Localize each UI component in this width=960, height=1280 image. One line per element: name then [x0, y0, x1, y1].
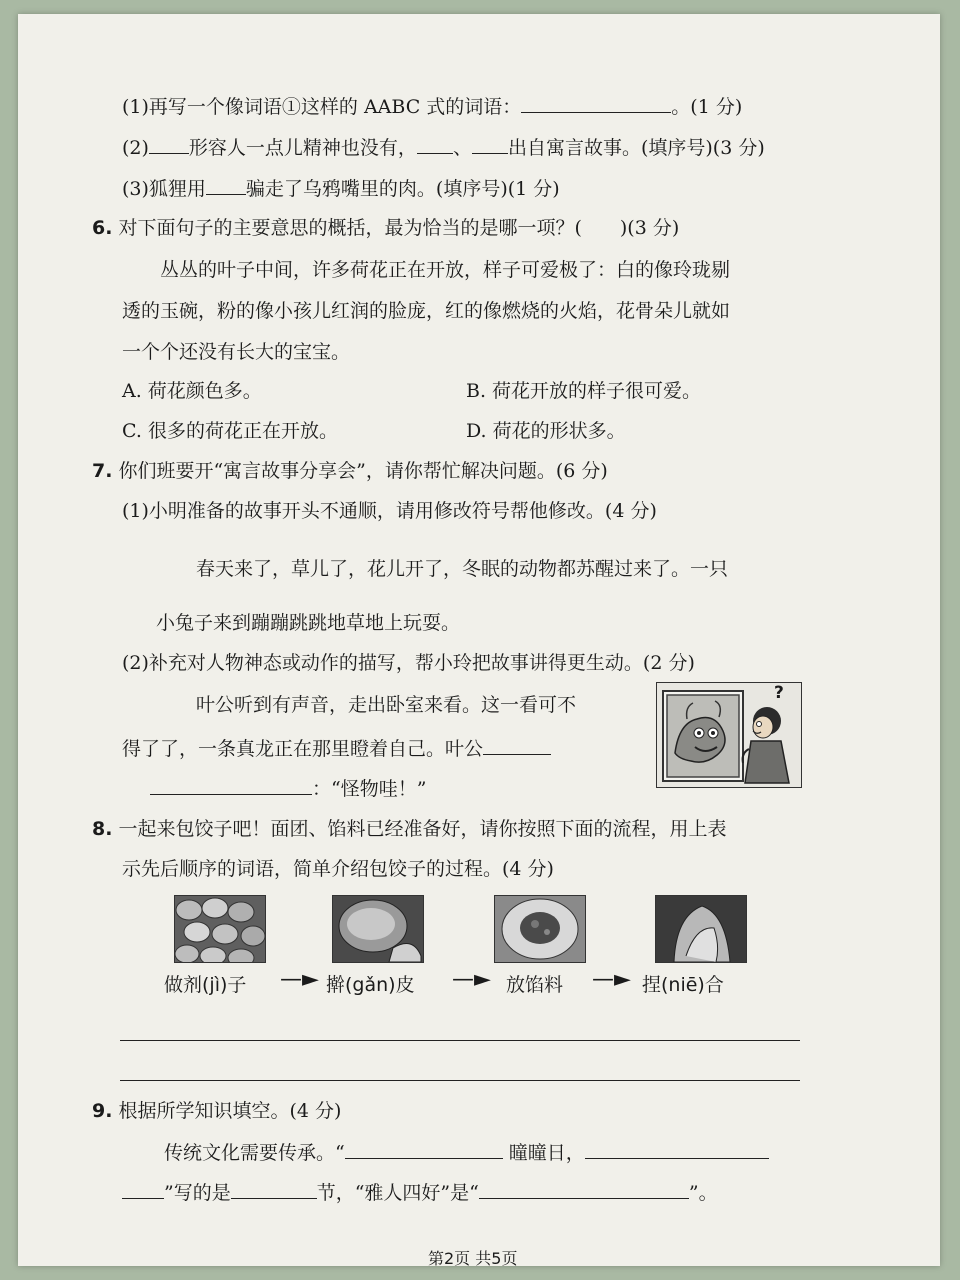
- answer-line[interactable]: [120, 1080, 800, 1081]
- q6-passage-line: 透的玉碗，粉的像小孩儿红润的脸庞，红的像燃烧的火焰，花骨朵儿就如: [122, 300, 731, 322]
- answer-blank[interactable]: [521, 92, 671, 113]
- answer-blank[interactable]: [122, 1178, 164, 1199]
- q7-story-line: 叶公听到有声音，走出卧室来看。这一看可不: [196, 694, 577, 716]
- step-label: 放馅料: [506, 974, 564, 996]
- pinching-photo: [655, 895, 747, 963]
- q5-sub2-label: (2): [122, 137, 149, 159]
- q8-question-text-2: 示先后顺序的词语，简单介绍包饺子的过程。(4 分): [122, 858, 554, 880]
- page-number: 第2页 共5页: [428, 1249, 518, 1268]
- q5-sub1-score: 。(1 分): [671, 96, 743, 118]
- answer-blank[interactable]: [149, 133, 189, 154]
- q7-story-line-3: [150, 774, 426, 802]
- step-label: 捏(niē)合: [642, 974, 724, 996]
- q6-option-a[interactable]: A. 荷花颜色多。: [122, 380, 262, 402]
- q6-passage-line: 一个个还没有长大的宝宝。: [122, 341, 351, 363]
- q9-text: 曈曈日，: [508, 1142, 585, 1164]
- q9-line-2: [122, 1178, 718, 1206]
- answer-line[interactable]: [120, 1040, 800, 1041]
- q9-line-1: [164, 1138, 769, 1166]
- q5-sub1: [122, 92, 742, 120]
- answer-blank[interactable]: [345, 1138, 503, 1159]
- yegong-illustration: [656, 682, 802, 788]
- q7-story-text: 得了了，一条真龙正在那里瞪着自己。叶公: [122, 738, 484, 760]
- answer-blank[interactable]: [483, 734, 551, 755]
- q6-question-text: 对下面句子的主要意思的概括，最为恰当的是哪一项？( )(3 分): [118, 217, 680, 239]
- q5-sub2-end: 出自寓言故事。(填序号)(3 分): [507, 137, 765, 159]
- q5-sub2-sep: 、: [452, 137, 472, 159]
- rolling-wrapper-photo: [332, 895, 424, 963]
- q9-text: 节，“雅人四好”是“: [316, 1182, 479, 1204]
- q7-story-line: 春天来了，草儿了，花儿开了，冬眠的动物都苏醒过来了。一只: [196, 558, 729, 580]
- q9-text: 传统文化需要传承。“: [164, 1142, 345, 1164]
- step-label: 擀(gǎn)皮: [326, 974, 415, 996]
- q7-story-text: ：“怪物哇！”: [312, 778, 427, 800]
- q7-question: [92, 458, 608, 484]
- q7-question-text: 你们班要开“寓言故事分享会”，请你帮忙解决问题。(6 分): [118, 460, 608, 482]
- q6-option-d[interactable]: D. 荷花的形状多。: [466, 420, 626, 442]
- question-number: 9.: [92, 1100, 113, 1122]
- answer-blank[interactable]: [417, 133, 453, 154]
- q5-sub2-text: 形容人一点儿精神也没有，: [188, 137, 417, 159]
- answer-blank[interactable]: [150, 774, 312, 795]
- q9-question-text: 根据所学知识填空。(4 分): [118, 1100, 342, 1122]
- question-number: 8.: [92, 818, 113, 840]
- q6-option-b[interactable]: B. 荷花开放的样子很可爱。: [466, 380, 702, 402]
- q7-sub1: (1)小明准备的故事开头不通顺，请用修改符号帮他修改。(4 分): [122, 500, 657, 522]
- q7-sub2: (2)补充对人物神态或动作的描写，帮小玲把故事讲得更生动。(2 分): [122, 652, 695, 674]
- q5-sub3-end: 骗走了乌鸦嘴里的肉。(填序号)(1 分): [245, 178, 560, 200]
- question-number: 7.: [92, 460, 113, 482]
- answer-blank[interactable]: [585, 1138, 769, 1159]
- q6-question: [92, 215, 679, 241]
- arrow-right-icon: —►: [280, 967, 319, 992]
- question-number: 6.: [92, 217, 113, 239]
- dough-balls-photo: [174, 895, 266, 963]
- answer-blank[interactable]: [479, 1178, 689, 1199]
- q6-passage-line: 丛丛的叶子中间，许多荷花正在开放，样子可爱极了：白的像玲珑剔: [160, 259, 731, 281]
- q7-story-line: 小兔子来到蹦蹦跳跳地草地上玩耍。: [156, 612, 461, 634]
- arrow-right-icon: —►: [452, 967, 491, 992]
- arrow-right-icon: —►: [592, 967, 631, 992]
- q9-text: ”。: [688, 1182, 718, 1204]
- q9-question: [92, 1098, 341, 1124]
- filling-photo: [494, 895, 586, 963]
- q5-sub3-text: (3)狐狸用: [122, 178, 206, 200]
- q8-question: [92, 816, 726, 842]
- q9-text: ”写的是: [164, 1182, 231, 1204]
- answer-blank[interactable]: [472, 133, 508, 154]
- question-mark-icon: ?: [774, 683, 784, 703]
- q5-sub2: [122, 133, 765, 161]
- answer-blank[interactable]: [231, 1178, 317, 1199]
- q5-sub1-text: (1)再写一个像词语①这样的 AABC 式的词语：: [122, 96, 522, 118]
- q7-story-line-2: [122, 734, 551, 762]
- answer-blank[interactable]: [206, 174, 246, 195]
- step-label: 做剂(jì)子: [164, 974, 247, 996]
- q8-question-text: 一起来包饺子吧！面团、馅料已经准备好，请你按照下面的流程，用上表: [118, 818, 727, 840]
- q6-option-c[interactable]: C. 很多的荷花正在开放。: [122, 420, 338, 442]
- q5-sub3: [122, 174, 560, 202]
